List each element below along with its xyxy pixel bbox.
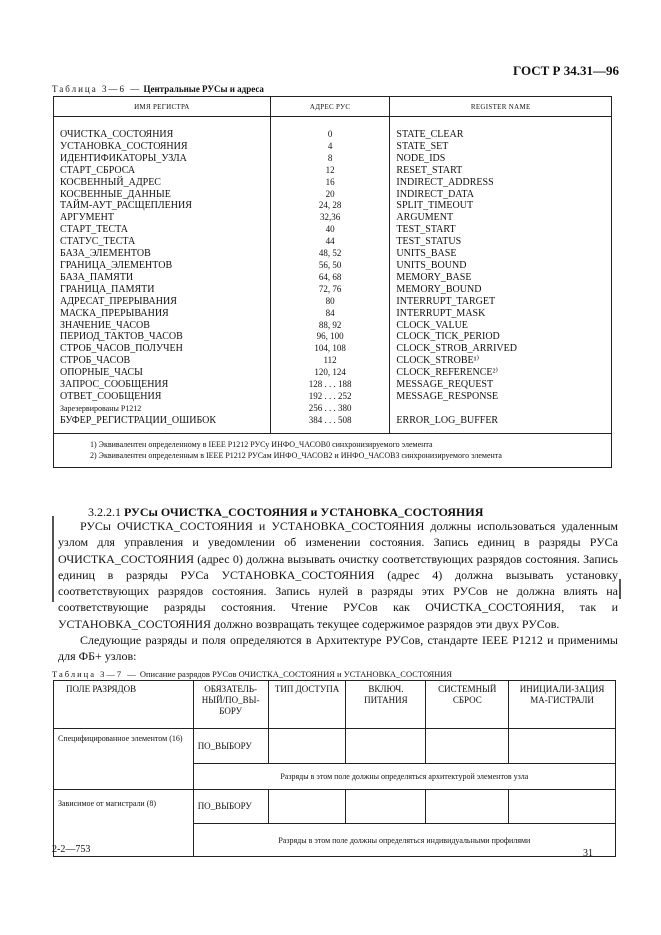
address-cell: 384 . . . 508	[270, 415, 390, 433]
table-row	[54, 141, 612, 153]
register-name-en-cell: MEMORY_BASE	[390, 272, 612, 284]
bits-table	[53, 680, 616, 857]
register-name-cell: ГРАНИЦА_ЭЛЕМЕНТОВ	[54, 260, 271, 272]
table-row	[54, 200, 612, 212]
address-cell: 96, 100	[270, 331, 390, 343]
table-row	[54, 189, 612, 201]
page-number: 31	[583, 848, 593, 859]
register-name-cell: УСТАНОВКА_СОСТОЯНИЯ	[54, 141, 271, 153]
register-table-body	[54, 117, 612, 434]
register-name-en-cell: ERROR_LOG_BUFFER	[390, 415, 612, 433]
table-row	[54, 212, 612, 224]
address-cell: 48, 52	[270, 248, 390, 260]
table6-caption	[52, 84, 264, 94]
table-row	[54, 320, 612, 332]
field-note: Разряды в этом поле должны определяться индивидуальными профилями	[193, 824, 615, 857]
table-row	[54, 415, 612, 433]
address-cell: 4	[270, 141, 390, 153]
section-body	[58, 518, 618, 665]
register-name-en-cell: INDIRECT_DATA	[390, 189, 612, 201]
footer-code: 2-2—753	[52, 844, 91, 855]
table-row	[54, 165, 612, 177]
register-name-cell: ЗНАЧЕНИЕ_ЧАСОВ	[54, 320, 271, 332]
column-header: АДРЕС РУС	[270, 97, 390, 117]
column-header: ПОЛЕ РАЗРЯДОВ	[54, 681, 194, 729]
register-name-cell: ЗАПРОС_СООБЩЕНИЯ	[54, 379, 271, 391]
register-name-en-cell	[390, 403, 612, 415]
register-name-cell: БУФЕР_РЕГИСТРАЦИИ_ОШИБОК	[54, 415, 271, 433]
register-name-en-cell: MEMORY_BOUND	[390, 284, 612, 296]
register-name-cell: АРГУМЕНТ	[54, 212, 271, 224]
address-cell: 20	[270, 189, 390, 201]
table-row	[54, 790, 616, 824]
address-cell: 32,36	[270, 212, 390, 224]
table-row	[54, 248, 612, 260]
address-cell: 88, 92	[270, 320, 390, 332]
address-cell: 12	[270, 165, 390, 177]
register-name-en-cell: CLOCK_STROB_ARRIVED	[390, 343, 612, 355]
address-cell: 72, 76	[270, 284, 390, 296]
register-name-en-cell: RESET_START	[390, 165, 612, 177]
table-row	[54, 331, 612, 343]
table-row	[54, 403, 612, 415]
register-name-en-cell: STATE_SET	[390, 141, 612, 153]
column-header: СИСТЕМНЫЙ СБРОС	[426, 681, 509, 729]
margin-mark	[619, 579, 621, 599]
table-row	[54, 260, 612, 272]
address-cell: 64, 68	[270, 272, 390, 284]
table-row	[54, 272, 612, 284]
register-name-en-cell: TEST_STATUS	[390, 236, 612, 248]
required-cell: ПО_ВЫБОРУ	[193, 729, 268, 764]
table-notes	[54, 433, 612, 467]
table-note: 1) Эквивалентен определенному в IEEE P1212 РУСу ИНФО_ЧАСОВ0 синхронизируемого элемента	[90, 439, 433, 449]
table-row	[54, 343, 612, 355]
address-cell: 56, 50	[270, 260, 390, 272]
table-row	[54, 391, 612, 403]
address-cell: 16	[270, 177, 390, 189]
address-cell: 256 . . . 380	[270, 403, 390, 415]
register-name-en-cell: CLOCK_STROBE¹⁾	[390, 355, 612, 367]
margin-mark	[52, 516, 54, 602]
table-row	[54, 177, 612, 189]
table7-caption-prefix: Таблица 3—7 —	[52, 669, 138, 679]
register-name-en-cell: MESSAGE_REQUEST	[390, 379, 612, 391]
table-row	[54, 224, 612, 236]
register-name-cell: ОТВЕТ_СООБЩЕНИЯ	[54, 391, 271, 403]
register-name-cell: МАСКА_ПРЕРЫВАНИЯ	[54, 308, 271, 320]
table-row	[54, 153, 612, 165]
paragraph: Следующие разряды и поля определяются в Архитектуре РУСов, стандарте IEEE P1212 и применимы для ФБ+ узлов:	[58, 633, 618, 664]
table7-caption-title: Описание разрядов РУСов ОЧИСТКА_СОСТОЯНИЯ и УСТАНОВКА_СОСТОЯНИЯ	[139, 669, 453, 679]
paragraph: РУСы ОЧИСТКА_СОСТОЯНИЯ и УСТАНОВКА_СОСТОЯНИЯ должны использоваться удаленным узлом для управления и уведомлении об изменении состояния. Запись единиц в разряды РУСа ОЧИСТКА_СОСТОЯНИЯ (адрес 0) должна вызывать очистку соответствующих разрядов состояния. Запись единиц в разряды РУСа УСТАНОВКА_СОСТОЯНИЯ (адрес 4) должна вызывать установку соответствующих разрядов состояния. Запись нулей в разряды этих РУСов не должна влиять на соответствующие разряды состояния. Чтение РУСов как ОЧИСТКА_СОСТОЯНИЯ, так и УСТАНОВКА_СОСТОЯНИЯ должно возвращать текущее содержимое разрядов эти двух РУСов.	[58, 519, 618, 631]
address-cell: 120, 124	[270, 367, 390, 379]
register-name-en-cell: INTERRUPT_MASK	[390, 308, 612, 320]
address-cell: 84	[270, 308, 390, 320]
register-name-cell: БАЗА_ПАМЯТИ	[54, 272, 271, 284]
address-cell: 44	[270, 236, 390, 248]
register-name-en-cell: CLOCK_REFERENCE²⁾	[390, 367, 612, 379]
address-cell: 40	[270, 224, 390, 236]
register-name-cell: ОЧИСТКА_СОСТОЯНИЯ	[54, 117, 271, 141]
address-cell: 80	[270, 296, 390, 308]
table-row	[54, 284, 612, 296]
register-name-en-cell: NODE_IDS	[390, 153, 612, 165]
register-name-en-cell: MESSAGE_RESPONSE	[390, 391, 612, 403]
register-name-en-cell: INDIRECT_ADDRESS	[390, 177, 612, 189]
register-name-cell: АДРЕСАТ_ПРЕРЫВАНИЯ	[54, 296, 271, 308]
table-row	[54, 355, 612, 367]
field-note: Разряды в этом поле должны определяться архитектурой элементов узла	[193, 764, 615, 790]
register-name-en-cell: TEST_START	[390, 224, 612, 236]
standard-number: ГОСТ Р 34.31—96	[513, 63, 619, 78]
table-row	[54, 367, 612, 379]
section-number: 3.2.2.1	[88, 505, 121, 519]
table-row	[54, 379, 612, 391]
table-row	[54, 296, 612, 308]
register-name-en-cell: UNITS_BOUND	[390, 260, 612, 272]
register-name-en-cell: CLOCK_TICK_PERIOD	[390, 331, 612, 343]
column-header: ИМЯ РЕГИСТРА	[54, 97, 271, 117]
table-row	[54, 729, 616, 764]
register-name-cell: КОСВЕННЫЙ_АДРЕС	[54, 177, 271, 189]
address-cell: 128 . . . 188	[270, 379, 390, 391]
column-header: ОБЯЗАТЕЛЬ-НЫЙ/ПО_ВЫ-БОРУ	[193, 681, 268, 729]
register-name-cell: СТАТУС_ТЕСТА	[54, 236, 271, 248]
section-title: РУСы ОЧИСТКА_СОСТОЯНИЯ и УСТАНОВКА_СОСТОЯНИЯ	[124, 505, 484, 519]
register-name-cell: ГРАНИЦА_ПАМЯТИ	[54, 284, 271, 296]
field-cell: Специфицированное элементом (16)	[54, 729, 194, 790]
register-name-cell: Зарезервированы Р1212	[54, 403, 271, 415]
register-name-en-cell: INTERRUPT_TARGET	[390, 296, 612, 308]
register-name-cell: СТАРТ_СБРОСА	[54, 165, 271, 177]
table-row	[54, 236, 612, 248]
column-header: ВКЛЮЧ. ПИТАНИЯ	[346, 681, 426, 729]
register-name-en-cell: ARGUMENT	[390, 212, 612, 224]
address-cell: 192 . . . 252	[270, 391, 390, 403]
address-cell: 24, 28	[270, 200, 390, 212]
register-name-cell: ИДЕНТИФИКАТОРЫ_УЗЛА	[54, 153, 271, 165]
register-table	[53, 96, 612, 468]
register-name-en-cell: UNITS_BASE	[390, 248, 612, 260]
table-row	[54, 308, 612, 320]
column-header: REGISTER NAME	[390, 97, 612, 117]
register-name-cell: СТРОБ_ЧАСОВ	[54, 355, 271, 367]
register-name-cell: СТРОБ_ЧАСОВ_ПОЛУЧЕН	[54, 343, 271, 355]
table-note: 2) Эквивалентен определенным в IEEE P1212 РУСам ИНФО_ЧАСОВ2 и ИНФО_ЧАСОВ3 синхронизируемого элемента	[90, 450, 502, 460]
register-name-en-cell: STATE_CLEAR	[390, 117, 612, 141]
register-name-en-cell: CLOCK_VALUE	[390, 320, 612, 332]
address-cell: 112	[270, 355, 390, 367]
register-name-cell: КОСВЕННЫЕ_ДАННЫЕ	[54, 189, 271, 201]
address-cell: 104, 108	[270, 343, 390, 355]
register-name-cell: ОПОРНЫЕ_ЧАСЫ	[54, 367, 271, 379]
address-cell: 0	[270, 117, 390, 141]
column-header: ИНИЦИАЛИ-ЗАЦИЯ МА-ГИСТРАЛИ	[509, 681, 616, 729]
register-name-cell: БАЗА_ЭЛЕМЕНТОВ	[54, 248, 271, 260]
register-name-cell: ПЕРИОД_ТАКТОВ_ЧАСОВ	[54, 331, 271, 343]
table6-caption-prefix: Таблица 3—6 —	[52, 84, 142, 94]
table-row	[54, 117, 612, 141]
register-name-en-cell: SPLIT_TIMEOUT	[390, 200, 612, 212]
register-name-cell: СТАРТ_ТЕСТА	[54, 224, 271, 236]
table6-caption-title: Центральные РУСы и адреса	[143, 84, 264, 94]
field-cell: Зависимое от магистрали (8)	[54, 790, 194, 857]
required-cell: ПО_ВЫБОРУ	[193, 790, 268, 824]
register-name-cell: ТАЙМ-АУТ_РАСЩЕПЛЕНИЯ	[54, 200, 271, 212]
table7-caption	[52, 669, 452, 679]
address-cell: 8	[270, 153, 390, 165]
column-header: ТИП ДОСТУПА	[268, 681, 346, 729]
